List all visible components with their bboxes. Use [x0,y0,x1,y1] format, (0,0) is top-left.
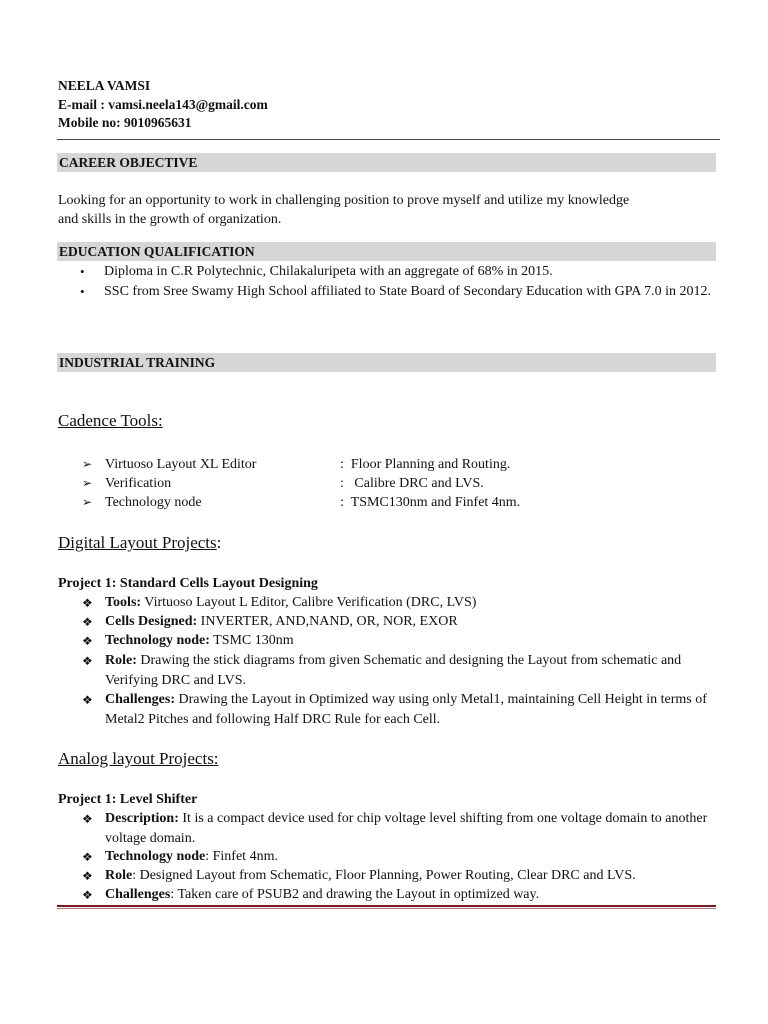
tool-value: : Calibre DRC and LVS. [340,476,484,491]
diamond-bullet-icon: ❖ [82,869,93,883]
tool-name: Technology node [105,495,202,510]
diamond-bullet-icon: ❖ [82,634,93,648]
analog-item: Role: Designed Layout from Schematic, Floor Planning, Power Routing, Clear DRC and LVS. [105,868,636,883]
cadence-tools-heading: Cadence Tools: [58,411,163,430]
email-line: E-mail : vamsi.neela143@gmail.com [58,97,268,112]
analog-item: Description: It is a compact device used for chip voltage level shifting from one voltage domain to another voltage domain. [105,811,708,846]
analog-projects-heading: Analog layout Projects: [58,749,219,768]
career-objective-title: CAREER OBJECTIVE [59,155,198,170]
diamond-bullet-icon: ❖ [82,888,93,902]
digital-item: Role: Drawing the stick diagrams from given Schematic and designing the Layout from schematic and Verifying DRC and LVS. [105,653,682,688]
analog-item: Challenges: Taken care of PSUB2 and drawing the Layout in optimized way. [105,887,540,902]
bullet-icon: • [80,264,85,279]
industrial-training-band [57,353,716,372]
career-objective-line-2: and skills in the growth of organization. [58,212,282,227]
candidate-name: NEELA VAMSI [58,78,151,93]
analog-project-title: Project 1: Level Shifter [58,792,198,807]
bottom-divider [57,905,716,907]
digital-project-title: Project 1: Standard Cells Layout Designing [58,576,318,591]
diamond-bullet-icon: ❖ [82,812,93,826]
career-objective-line-1: Looking for an opportunity to work in challenging position to prove myself and utilize my knowledge [58,193,630,208]
analog-item: Technology node: Finfet 4nm. [105,849,278,864]
industrial-training-title: INDUSTRIAL TRAINING [59,355,216,370]
arrow-bullet-icon: ➢ [82,495,93,509]
digital-item: Challenges: Drawing the Layout in Optimized way using only Metal1, maintaining Cell Height in terms of Metal2 Pitches and following Half DRC Rule for each Cell. [105,692,707,727]
tool-value: : TSMC130nm and Finfet 4nm. [340,495,521,510]
education-item: SSC from Sree Swamy High School affiliated to State Board of Secondary Education with GPA 7.0 in 2012. [104,284,711,299]
header-divider [57,139,720,140]
bullet-icon: • [80,284,85,299]
diamond-bullet-icon: ❖ [82,615,93,629]
diamond-bullet-icon: ❖ [82,596,93,610]
education-band [57,242,716,261]
diamond-bullet-icon: ❖ [82,654,93,668]
education-item: Diploma in C.R Polytechnic, Chilakaluripeta with an aggregate of 68% in 2015. [104,264,553,279]
diamond-bullet-icon: ❖ [82,850,93,864]
education-title: EDUCATION QUALIFICATION [59,244,255,259]
arrow-bullet-icon: ➢ [82,476,93,490]
tool-name: Virtuoso Layout XL Editor [105,457,257,472]
digital-item: Technology node: TSMC 130nm [105,633,294,648]
tool-name: Verification [105,476,172,491]
diamond-bullet-icon: ❖ [82,693,93,707]
career-objective-band [57,153,716,172]
digital-projects-heading: Digital Layout Projects: [58,533,222,552]
digital-item: Cells Designed: INVERTER, AND,NAND, OR, NOR, EXOR [105,614,458,629]
mobile-line: Mobile no: 9010965631 [58,115,192,130]
bottom-divider-shadow [57,908,716,909]
digital-item: Tools: Virtuoso Layout L Editor, Calibre Verification (DRC, LVS) [105,595,477,610]
arrow-bullet-icon: ➢ [82,457,93,471]
tool-value: : Floor Planning and Routing. [340,457,511,472]
